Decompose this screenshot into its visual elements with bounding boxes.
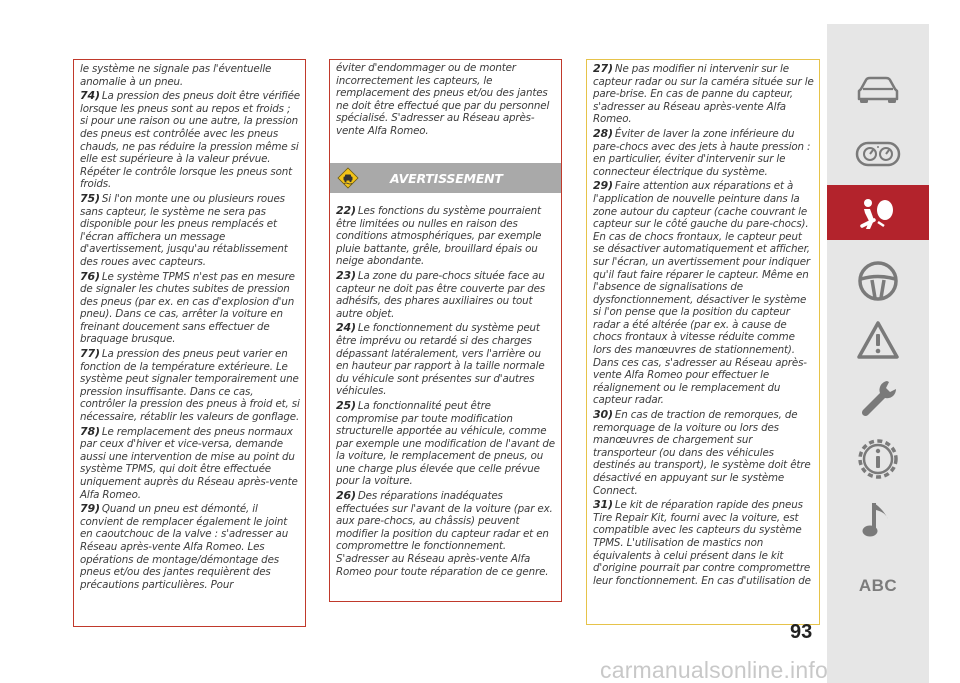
- abc-index-label: ABC: [858, 576, 898, 595]
- continued-paragraph: éviter d'endommager ou de monter incorrectement les capteurs, le remplacement des pneus et/ou des jantes ne doit être effectué que par du personnel spécialisé. S'adresser au Réseau après-vente Alfa Romeo.: [336, 62, 550, 137]
- sidebar-item-index[interactable]: [827, 572, 929, 600]
- sidebar-item-maintenance[interactable]: [827, 374, 929, 422]
- item-text: Des réparations inadéquates effectuées sur l'avant de la voiture (par ex. aux pare-chocs, au châssis) peuvent modifier la position du capteur radar et en compromettre le fonctionnement. S'adresser au Réseau après-vente Alfa Romeo pour toute réparation de ce genre.: [336, 490, 553, 578]
- sidebar-item-emergency[interactable]: [827, 316, 929, 364]
- warning-body: [330, 203, 561, 580]
- warning-triangle-icon: [856, 320, 900, 360]
- item-text: Éviter de laver la zone inférieure du pare-chocs avec des jets à haute pression : en particulier, éviter d'intervenir sur le connecteur électrique du système.: [593, 127, 811, 178]
- list-item: [336, 322, 556, 398]
- sidebar-item-car[interactable]: [827, 70, 929, 110]
- sidebar-item-safety[interactable]: [827, 185, 929, 240]
- watermark-text: carmanualsonline.info: [600, 657, 828, 683]
- item-text: Le kit de réparation rapide des pneus Tire Repair Kit, fourni avec la voiture, est compatible avec les capteurs du système TPMS. L'utilisation de mastics non équivalents à celui présent dans le kit d'origine pourrait par contre compromettre leur fonctionnement. En cas d'utilisation de: [593, 499, 811, 587]
- chapter-sidebar: [827, 24, 929, 683]
- item-text: Ne pas modifier ni intervenir sur le capteur radar ou sur la caméra située sur le pare-brise. En cas de panne du capteur, s'adresser au Réseau après-vente Alfa Romeo.: [593, 63, 814, 126]
- list-item: [336, 205, 556, 268]
- item-number: 23): [336, 268, 356, 282]
- item-number: 75): [80, 191, 100, 205]
- text-panel-right: [586, 59, 820, 625]
- item-number: 25): [336, 398, 356, 412]
- item-text: Faire attention aux réparations et à l'application de nouvelle peinture dans la zone autour du capteur (cache couvrant le capteur sur le côté gauche du pare-chocs). En cas de chocs frontaux, le capteur peut se désactiver automatiquement et afficher, sur l'écran, un avertissement pour indiquer qu'il faut faire réparer le capteur. Même en l'absence de signalisations de dysfonctionnement, désactiver le système si l'on pense que la position du capteur radar a été altérée (par ex. à cause de chocs frontaux à vitesse réduite comme lors des manœuvres de stationnement). Dans ces cas, s'adresser au Réseau après-vente Alfa Romeo pour effectuer le réalignement ou le remplacement du capteur radar.: [593, 180, 810, 407]
- dashboard-gauges-icon: [855, 141, 901, 167]
- list-item: [80, 348, 300, 424]
- list-item: [593, 180, 815, 407]
- item-text: Quand un pneu est démonté, il convient de remplacer également le joint en caoutchouc de la valve : s'adresser au Réseau après-vente Alfa Romeo. Les opérations de montage/démontage des pneus et/ou des jantes requièrent des précautions particulières. Pour: [80, 503, 289, 591]
- list-item: [593, 409, 815, 497]
- item-number: 28): [593, 126, 613, 140]
- item-number: 27): [593, 62, 613, 75]
- warning-banner: [330, 163, 561, 193]
- item-text: La pression des pneus doit être vérifiée lorsque les pneus sont au repos et froids ; si pour une raison ou une autre, la pression des pneus est contrôlée avec les pneus chauds, ne pas réduire la pression même si elle est supérieure à la valeur prévue. Répéter le contrôle lorsque les pneus sont froids.: [80, 90, 300, 191]
- page-number: 93: [790, 621, 813, 643]
- steering-wheel-icon: [857, 260, 899, 302]
- item-text: La fonctionnalité peut être compromise par toute modification structurelle apportée au véhicule, comme par exemple une modification de l'avant de la voiture, le remplacement de pneus, ou une charge plus élevée que celle prévue pour la voiture.: [336, 399, 555, 488]
- item-text: La zone du pare-chocs située face au capteur ne doit pas être couverte par des adhésifs, des phares auxiliaires ou tout autre objet.: [336, 269, 545, 320]
- item-text: Les fonctions du système pourraient être limitées ou nulles en raison des conditions atmosphériques, par exemple pluie battante, grêle, brouillard épais ou neige abondante.: [336, 205, 542, 268]
- car-icon: [856, 75, 900, 105]
- item-number: 24): [336, 321, 356, 335]
- list-item: [80, 90, 300, 191]
- item-text: Le remplacement des pneus normaux par ceux d'hiver et vice-versa, demande aussi une intervention de mise au point du système TPMS, qui doit être effectuée uniquement auprès du Réseau après-vente Alfa Romeo.: [80, 425, 298, 501]
- item-number: 74): [80, 89, 100, 103]
- list-item: [80, 271, 300, 347]
- music-note-icon: [861, 499, 895, 541]
- item-number: 76): [80, 269, 100, 283]
- list-item: [336, 270, 556, 320]
- list-item: [593, 63, 815, 126]
- sidebar-item-dashboard[interactable]: [827, 136, 929, 172]
- item-text: Si l'on monte une ou plusieurs roues sans capteur, le système ne sera pas disponible pour les pneus remplacés et l'écran affichera un message d'avertissement, jusqu'au rétablissement des roues avec capteurs.: [80, 192, 288, 268]
- list-item: [80, 503, 300, 591]
- intro-paragraph: le système ne signale pas l'éventuelle anomalie à un pneu.: [80, 63, 272, 88]
- wrench-icon: [857, 377, 899, 419]
- warning-title: AVERTISSEMENT: [390, 171, 503, 186]
- item-number: 78): [80, 424, 100, 438]
- info-gear-icon: [856, 437, 900, 481]
- sidebar-item-driving[interactable]: [827, 257, 929, 305]
- item-text: Le fonctionnement du système peut être imprévu ou retardé si des charges dépassant latéralement, vers l'arrière ou en hauteur par rapport à la taille normale du véhicule sont présentes sur d'autres véhicules.: [336, 322, 545, 398]
- list-item: [80, 426, 300, 502]
- list-item: [80, 193, 300, 269]
- text-panel-left: [73, 59, 306, 627]
- text-panel-middle: [329, 59, 562, 602]
- sidebar-item-technical[interactable]: [827, 434, 929, 484]
- item-number: 22): [336, 204, 356, 217]
- item-text: En cas de traction de remorques, de remorquage de la voiture ou lors des manœuvres de chargement sur transporteur (ou dans des véhicules destinés au transport), le système doit être désactivé en appuyant sur le système Connect.: [593, 409, 811, 497]
- car-warning-icon: [337, 167, 359, 189]
- list-item: [336, 400, 556, 488]
- item-number: 29): [593, 179, 613, 193]
- item-number: 77): [80, 347, 100, 361]
- list-item: [593, 128, 815, 178]
- item-text: La pression des pneus peut varier en fonction de la température extérieure. Le système peut signaler temporairement une pression insuffisante. Dans ce cas, contrôler la pression des pneus à froid et, si nécessaire, rétablir les valeurs de gonflage.: [80, 348, 300, 424]
- item-number: 31): [593, 498, 613, 512]
- item-number: 26): [336, 489, 356, 503]
- airbag-seat-icon: [858, 196, 898, 230]
- item-number: 30): [593, 408, 613, 422]
- list-item: [336, 490, 556, 578]
- item-text: Le système TPMS n'est pas en mesure de signaler les chutes subites de pression des pneus (par ex. en cas d'explosion d'un pneu). Dans ce cas, arrêter la voiture en freinant doucement sans effectuer de braquage brusque.: [80, 270, 295, 346]
- list-item: [593, 499, 815, 587]
- item-number: 79): [80, 502, 100, 516]
- sidebar-item-multimedia[interactable]: [827, 496, 929, 544]
